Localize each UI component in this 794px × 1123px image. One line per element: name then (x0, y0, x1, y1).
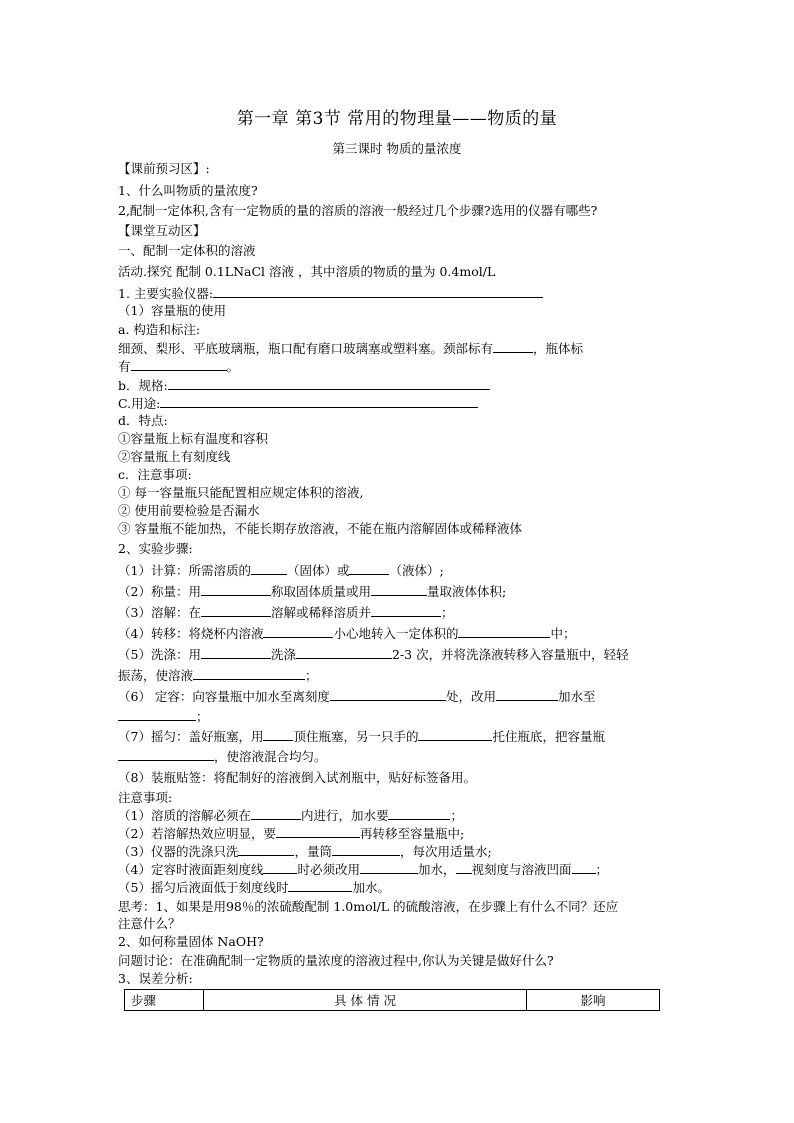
structure-text: 细颈、梨形、平底玻璃瓶，瓶口配有磨口玻璃塞或塑料塞。颈部标有 (118, 341, 494, 356)
spec-label: b．规格: (118, 378, 168, 393)
answer-blank[interactable] (160, 395, 478, 408)
step-6-cont (118, 708, 209, 725)
note-text: 加水。 (352, 880, 390, 895)
note-3 (118, 843, 492, 860)
step-text: 洗涤 (270, 647, 296, 662)
note-text: 再转移至容量瓶中; (359, 826, 465, 841)
answer-blank[interactable] (118, 708, 196, 721)
answer-blank[interactable] (201, 604, 271, 617)
step-text: 中； (550, 626, 576, 641)
answer-blank[interactable] (371, 604, 441, 617)
answer-blank[interactable] (213, 285, 543, 298)
table-header-step: 步骤 (125, 990, 204, 1011)
answer-blank[interactable] (238, 843, 294, 856)
note-text: ； (450, 808, 463, 823)
step-1 (118, 562, 444, 579)
step-text: 溶解或稀释溶质并 (270, 605, 371, 620)
error-analysis-table (124, 989, 660, 1011)
step-3 (118, 604, 454, 621)
feature-2: ②容量瓶上有刻度线 (118, 449, 231, 464)
think-q1: 思考：1、如果是用98％的浓硫酸配制 1.0mol/L 的硫酸溶液，在步骤上有什么不同？还应 (118, 899, 619, 914)
answer-blank[interactable] (263, 728, 293, 741)
step-7 (118, 728, 605, 745)
step-text: 量取液体体积; (426, 584, 507, 599)
answer-blank[interactable] (360, 861, 418, 874)
structure-label: a. 构造和标注: (118, 322, 201, 337)
caution-1: ① 每一容量瓶只能配置相应规定体积的溶液, (118, 485, 364, 500)
step-text: 小心地转入一定体积的 (333, 626, 459, 641)
table-header-effect: 影响 (527, 990, 660, 1011)
structure-text: 有 (118, 359, 131, 374)
step-text: ，使溶液混合均匀。 (214, 749, 327, 764)
answer-blank[interactable] (296, 646, 392, 659)
step-text: 称取固体质量或用 (270, 584, 371, 599)
note-text: ，量筒 (294, 844, 332, 859)
step-text: ； (196, 709, 209, 724)
spec-line (118, 377, 490, 394)
step-2 (118, 583, 506, 600)
answer-blank[interactable] (496, 688, 558, 701)
step-text: ； (305, 668, 318, 683)
page-subtitle: 第三课时 物质的量浓度 (332, 141, 462, 156)
note-text: （3）仪器的洗涤只洗 (118, 844, 239, 859)
note-text: 加水， (417, 862, 456, 877)
answer-blank[interactable] (263, 625, 333, 638)
instrument-label: 1. 主要实验仪器: (118, 286, 214, 301)
answer-blank[interactable] (330, 688, 446, 701)
table-row (125, 990, 660, 1011)
note-text: （5）摇匀后液面低于刻度线时 (118, 880, 289, 895)
step-text: （5）洗涤：用 (118, 647, 201, 662)
flask-use-line: （1）容量瓶的使用 (118, 303, 226, 318)
note-text: ； (595, 862, 609, 877)
step-text: （1）计算：所需溶质的 (118, 563, 251, 578)
step-text: 托住瓶底，把容量瓶 (492, 729, 605, 744)
answer-blank[interactable] (276, 825, 360, 838)
structure-text-line-2 (118, 358, 239, 375)
note-text: 视刻度与溶液凹面 (471, 862, 572, 877)
answer-blank[interactable] (201, 583, 271, 596)
step-text: （3）溶解：在 (118, 605, 201, 620)
answer-blank[interactable] (118, 748, 214, 761)
notes-heading: 注意事项: (118, 790, 173, 805)
purpose-label: C.用途: (118, 396, 161, 411)
answer-blank[interactable] (349, 562, 389, 575)
answer-blank[interactable] (493, 340, 533, 353)
step-6 (118, 688, 595, 705)
error-analysis-heading: 3、误差分析: (118, 971, 193, 986)
discussion: 问题讨论：在准确配制一定物质的量浓度的溶液过程中,你认为关键是做好什么? (118, 953, 554, 968)
answer-blank[interactable] (388, 807, 450, 820)
step-text: ； (440, 605, 454, 620)
answer-blank[interactable] (456, 861, 472, 874)
instrument-line (118, 285, 543, 302)
note-text: ，每次用适量水; (399, 844, 492, 859)
step-text: 顶住瓶塞，另一只手的 (293, 729, 419, 744)
answer-blank[interactable] (251, 807, 301, 820)
in-class-heading: 【课堂互动区】 (118, 223, 206, 238)
structure-text: 。 (226, 359, 240, 374)
answer-blank[interactable] (572, 861, 596, 874)
step-text: （固体）或 (286, 563, 350, 578)
note-text: （4）定容时液面距刻度线 (118, 862, 264, 877)
answer-blank[interactable] (332, 843, 400, 856)
note-text: （2）若溶解热效应明显，要 (118, 826, 276, 841)
note-5 (118, 879, 390, 896)
answer-blank[interactable] (131, 358, 227, 371)
note-4 (118, 861, 608, 878)
step-text: 振荡，使溶液 (118, 668, 194, 683)
caution-label: c．注意事项: (118, 467, 192, 482)
think-q2: 2、如何称量固体 NaOH? (118, 934, 264, 949)
step-text: 加水至 (557, 689, 596, 704)
structure-text-line (118, 340, 583, 357)
steps-heading: 2、实验步骤: (118, 541, 193, 556)
think-q1-cont: 注意什么？ (118, 916, 181, 931)
pre-class-q1: 1、什么叫物质的量浓度? (118, 183, 258, 198)
structure-text: ，瓶体标 (533, 341, 584, 356)
pre-class-heading: 【课前预习区】: (118, 161, 210, 176)
step-4 (118, 625, 576, 642)
answer-blank[interactable] (288, 879, 352, 892)
note-text: 内进行，加水要 (300, 808, 389, 823)
step-text: （2）称量：用 (118, 584, 201, 599)
step-text: （7）摇匀：盖好瓶塞，用 (118, 729, 264, 744)
caution-3: ③ 容量瓶不能加热，不能长期存放溶液，不能在瓶内溶解固体或稀释液体 (118, 521, 522, 536)
feature-1: ①容量瓶上标有温度和容积 (118, 431, 269, 446)
answer-blank[interactable] (193, 667, 305, 680)
note-2 (118, 825, 464, 842)
answer-blank[interactable] (458, 625, 550, 638)
answer-blank[interactable] (168, 377, 490, 390)
section-1-heading: 一、配制一定体积的溶液 (118, 243, 256, 258)
note-text: （1）溶质的溶解必须在 (118, 808, 251, 823)
note-text: 时必须改用 (297, 862, 360, 877)
step-7-cont (118, 748, 327, 765)
answer-blank[interactable] (371, 583, 427, 596)
feature-label: d．特点: (118, 413, 168, 428)
note-1 (118, 807, 463, 824)
page-title: 第一章 第3节 常用的物理量——物质的量 (236, 109, 558, 129)
step-8: （8）装瓶贴签：将配制好的溶液倒入试剂瓶中，贴好标签备用。 (118, 770, 476, 785)
step-5 (118, 646, 629, 663)
table-header-detail: 具 体 情 况 (204, 990, 527, 1011)
step-text: 2-3 次，并将洗涤液转移入容量瓶中，轻轻 (391, 647, 629, 662)
answer-blank[interactable] (263, 861, 297, 874)
caution-2: ② 使用前要检验是否漏水 (118, 503, 260, 518)
pre-class-q2: 2,配制一定体积,含有一定物质的量的溶质的溶液一般经过几个步骤?选用的仪器有哪些? (118, 203, 598, 218)
purpose-line (118, 395, 478, 412)
step-text: （6） 定容：向容量瓶中加水至离刻度 (118, 689, 330, 704)
step-5-cont (118, 667, 318, 684)
step-text: （液体）; (389, 563, 444, 578)
step-text: （4）转移：将烧杯内溶液 (118, 626, 264, 641)
step-text: 处，改用 (445, 689, 496, 704)
answer-blank[interactable] (418, 728, 492, 741)
answer-blank[interactable] (201, 646, 271, 659)
answer-blank[interactable] (251, 562, 287, 575)
activity-line: 活动.探究 配制 0.1LNaCl 溶液 ，其中溶质的物质的量为 0.4mol/L (118, 264, 496, 279)
